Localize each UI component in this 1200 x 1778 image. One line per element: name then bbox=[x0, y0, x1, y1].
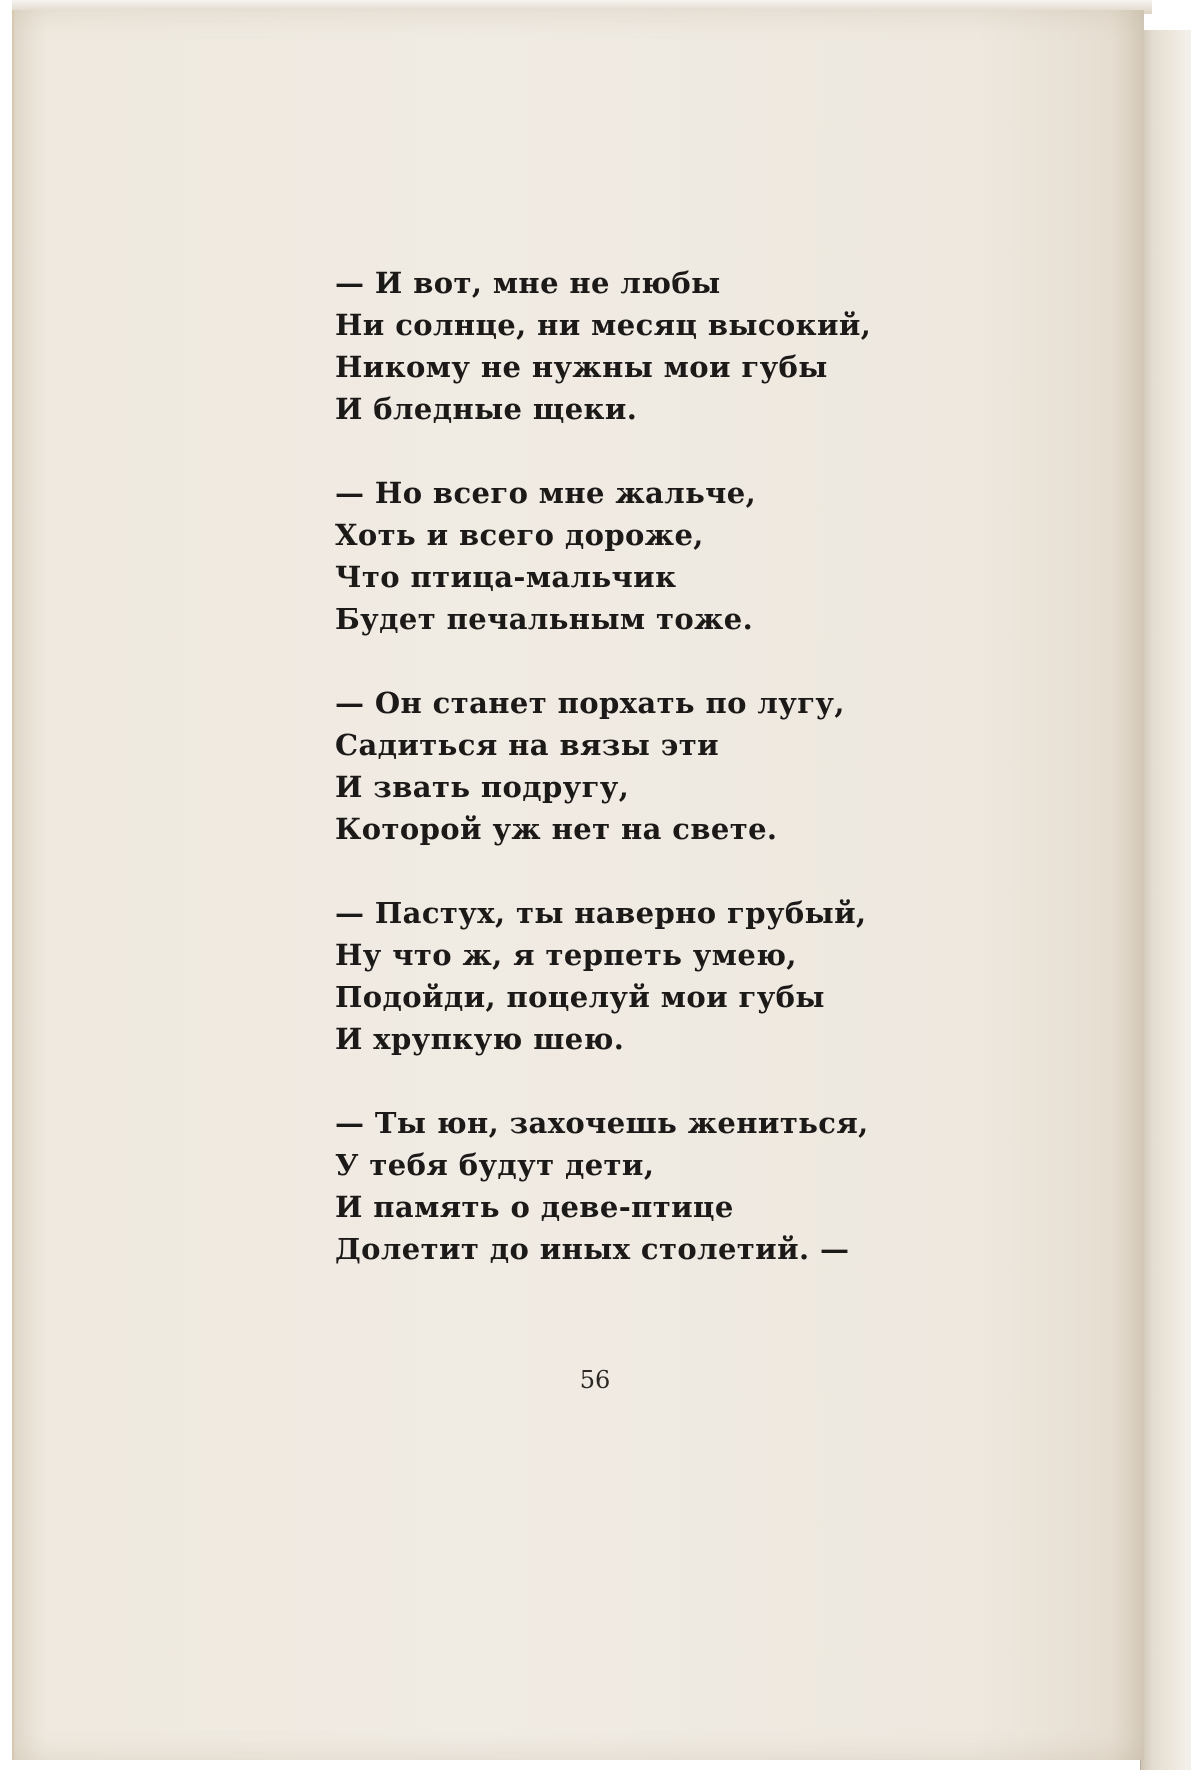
poem-line: Которой уж нет на свете. bbox=[335, 812, 778, 846]
page-number: 56 bbox=[579, 1366, 611, 1394]
poem-line: — Пастух, ты наверно грубый, bbox=[335, 896, 867, 930]
stanza-4 bbox=[335, 892, 975, 1060]
poem-line: И звать подругу, bbox=[335, 770, 630, 804]
stanza-1 bbox=[335, 262, 975, 430]
poem-line: — Ты юн, захочешь жениться, bbox=[335, 1106, 869, 1140]
poem-line: И хрупкую шею. bbox=[335, 1022, 625, 1056]
poem-line: — Но всего мне жальче, bbox=[335, 476, 757, 510]
stanza-3 bbox=[335, 682, 975, 850]
poem-line: И бледные щеки. bbox=[335, 392, 638, 426]
poem-line: Никому не нужны мои губы bbox=[335, 350, 828, 384]
poem-line: Что птица-мальчик bbox=[335, 560, 677, 594]
stanza-5 bbox=[335, 1102, 975, 1270]
poem-line: Долетит до иных столетий. — bbox=[335, 1232, 850, 1266]
poem-line: Ну что ж, я терпеть умею, bbox=[335, 938, 797, 972]
poem-line: Хоть и всего дороже, bbox=[335, 518, 704, 552]
poem-line: Подойди, поцелуй мои губы bbox=[335, 980, 825, 1014]
poem-line: — Он станет порхать по лугу, bbox=[335, 686, 845, 720]
stanza-2 bbox=[335, 472, 975, 640]
poem-text bbox=[335, 262, 975, 1312]
poem-line: И память о деве-птице bbox=[335, 1190, 734, 1224]
poem-line: Ни солнце, ни месяц высокий, bbox=[335, 308, 872, 342]
poem-line: Садиться на вязы эти bbox=[335, 728, 720, 762]
poem-line: У тебя будут дети, bbox=[335, 1148, 655, 1182]
poem-line: Будет печальным тоже. bbox=[335, 602, 754, 636]
poem-line: — И вот, мне не любы bbox=[335, 266, 721, 300]
page-side-edge bbox=[1140, 30, 1191, 1770]
